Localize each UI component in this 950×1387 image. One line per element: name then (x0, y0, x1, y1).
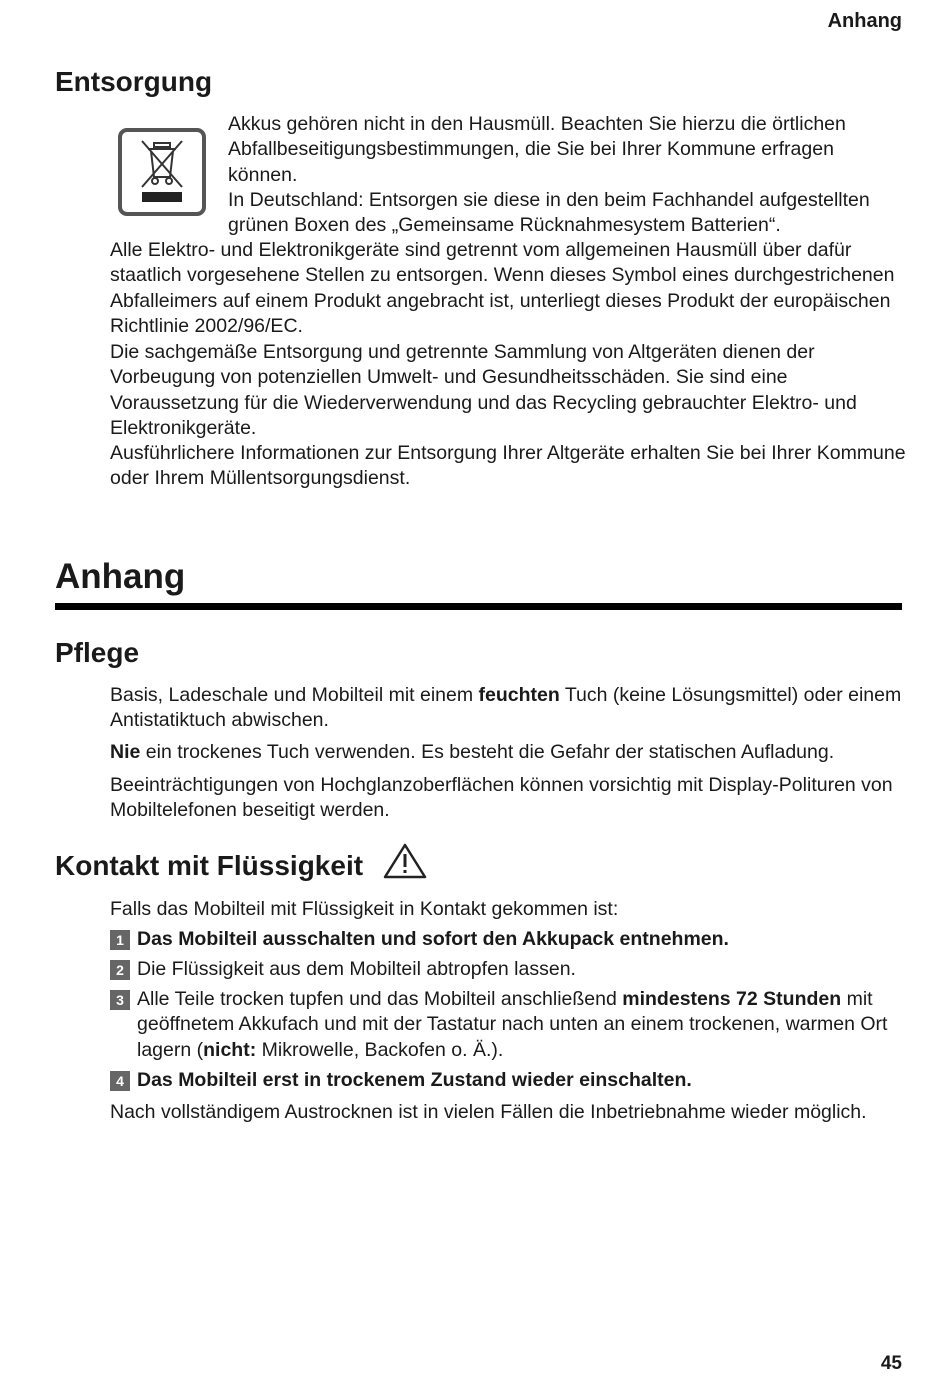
section-title-pflege: Pflege (55, 637, 140, 668)
pflege-paragraph-2: Nie ein trockenes Tuch verwenden. Es besteht die Gefahr der statischen Aufladung. (110, 741, 835, 763)
entsorgung-paragraph-1: Alle Elektro- und Elektronikgeräte sind getrennt vom allgemeinen Hausmüll über dafür staatlich vorgesehene Stellen zu entsorgen. Wenn dieses Symbol eines durchgestrichenen Abfalleimers auf einem Produkt angebracht ist, unterliegt dieses Produkt der europäischen Richtlinie 2002/96/EC. (110, 239, 895, 337)
step-number: 2 (110, 960, 130, 980)
kontakt-intro: Falls das Mobilteil mit Flüssigkeit in Kontakt gekommen ist: (110, 898, 619, 920)
warning-icon (382, 842, 428, 880)
step-4: 4 Das Mobilteil erst in trockenem Zustand wieder einschalten. (110, 1068, 910, 1093)
kontakt-outro: Nach vollständigem Austrocknen ist in vielen Fällen die Inbetriebnahme wieder möglich. (110, 1101, 867, 1123)
entsorgung-intro-paragraph-1: Akkus gehören nicht in den Hausmüll. Beachten Sie hierzu die örtlichen Abfallbeseitigungsbestimmungen, die Sie bei Ihrer Kommune erfragen können. (228, 113, 846, 186)
section-title-entsorgung: Entsorgung (55, 66, 213, 97)
section-title-kontakt: Kontakt mit Flüssigkeit (55, 850, 364, 881)
chapter-title-anhang: Anhang (55, 557, 186, 596)
entsorgung-paragraph-3: Ausführlichere Informationen zur Entsorgung Ihrer Altgeräte erhalten Sie bei Ihrer Kommune oder Ihrem Müllentsorgungsdienst. (110, 442, 906, 490)
crossed-out-bin-icon (118, 128, 206, 216)
pflege-paragraph-1: Basis, Ladeschale und Mobilteil mit einem feuchten Tuch (keine Lösungsmittel) oder einem Antistatiktuch abwischen. (110, 684, 902, 732)
step-2: 2 Die Flüssigkeit aus dem Mobilteil abtropfen lassen. (110, 957, 910, 982)
entsorgung-paragraph-2: Die sachgemäße Entsorgung und getrennte Sammlung von Altgeräten dienen der Vorbeugung von potenziellen Umwelt- und Gesundheitsschäden. Sie sind eine Voraussetzung für die Wiederverwendung und das Recycling gebrauchter Elektro- und Elektronikgeräte. (110, 341, 857, 439)
step-3: 3 Alle Teile trocken tupfen und das Mobilteil anschließend mindestens 72 Stunden mit geöffnetem Akkufach und mit der Tastatur nach unten an einem trockenen, warmen Ort lagern (nicht: Mikrowelle, Backofen o. Ä.). (110, 987, 910, 1063)
entsorgung-intro-paragraph-2: In Deutschland: Entsorgen sie diese in den beim Fachhandel aufgestellten grünen Boxen des „Gemeinsame Rücknahmesystem Batterien“. (228, 189, 870, 237)
step-number: 1 (110, 930, 130, 950)
chapter-divider (55, 603, 902, 610)
step-number: 4 (110, 1071, 130, 1091)
running-header: Anhang (827, 10, 902, 32)
step-1: 1 Das Mobilteil ausschalten und sofort den Akkupack entnehmen. (110, 927, 910, 952)
page-number: 45 (880, 1353, 902, 1374)
step-number: 3 (110, 990, 130, 1010)
pflege-paragraph-3: Beeinträchtigungen von Hochglanzoberflächen können vorsichtig mit Display-Polituren von Mobiltelefonen beseitigt werden. (110, 774, 893, 822)
